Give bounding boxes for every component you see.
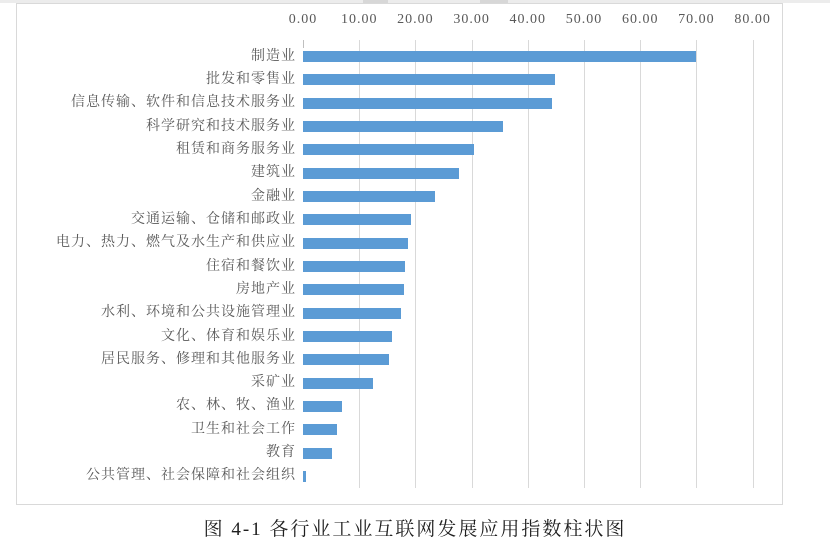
category-label: 建筑业	[251, 165, 296, 181]
x-axis-tick-label: 30.00	[453, 12, 490, 27]
gridline	[584, 40, 585, 488]
category-label: 水利、环境和公共设施管理业	[101, 305, 296, 321]
bar	[303, 401, 342, 412]
category-label: 租赁和商务服务业	[176, 141, 296, 157]
x-axis-tick-label: 10.00	[340, 12, 378, 27]
x-axis-tick-label: 40.00	[509, 12, 547, 27]
bar	[303, 378, 373, 389]
category-label: 金融业	[251, 188, 296, 204]
x-axis-tick-label: 20.00	[397, 12, 434, 27]
category-label: 教育	[266, 445, 296, 461]
category-label: 采矿业	[251, 375, 296, 391]
category-label: 居民服务、修理和其他服务业	[101, 351, 296, 367]
bar	[303, 424, 337, 435]
category-label: 信息传输、软件和信息技术服务业	[71, 95, 296, 111]
gridline	[753, 40, 754, 488]
bar	[303, 354, 389, 365]
category-label: 电力、热力、燃气及水生产和供应业	[56, 235, 296, 251]
bar	[303, 98, 552, 109]
category-label: 卫生和社会工作	[191, 421, 296, 437]
x-axis-tick-label: 60.00	[621, 12, 659, 27]
bar	[303, 238, 408, 249]
x-axis-zero-tick	[303, 40, 304, 48]
category-label: 科学研究和技术服务业	[146, 118, 296, 134]
bar	[303, 168, 459, 179]
category-label: 交通运输、仓储和邮政业	[131, 211, 296, 227]
bar	[303, 448, 332, 459]
category-label: 文化、体育和娱乐业	[161, 328, 296, 344]
bar	[303, 331, 392, 342]
category-label: 住宿和餐饮业	[206, 258, 296, 274]
x-axis-tick-label: 70.00	[678, 12, 715, 27]
category-label: 公共管理、社会保障和社会组织	[86, 468, 296, 484]
bar	[303, 471, 306, 482]
bar	[303, 191, 435, 202]
x-axis-tick-label: 50.00	[565, 12, 603, 27]
x-axis-tick-label: 80.00	[734, 12, 771, 27]
category-label: 批发和零售业	[206, 71, 296, 87]
bar	[303, 284, 404, 295]
bar	[303, 261, 405, 272]
bar	[303, 74, 555, 85]
figure-caption: 图 4-1 各行业工业互联网发展应用指数柱状图	[203, 519, 627, 540]
bar	[303, 144, 474, 155]
category-label: 制造业	[251, 48, 296, 64]
bar	[303, 121, 503, 132]
bar	[303, 308, 401, 319]
gridline	[640, 40, 641, 488]
category-label: 房地产业	[236, 281, 296, 297]
x-axis-tick-label: 0.00	[288, 12, 318, 27]
bar	[303, 214, 411, 225]
gridline	[696, 40, 697, 488]
category-label: 农、林、牧、渔业	[176, 398, 296, 414]
bar	[303, 51, 696, 62]
